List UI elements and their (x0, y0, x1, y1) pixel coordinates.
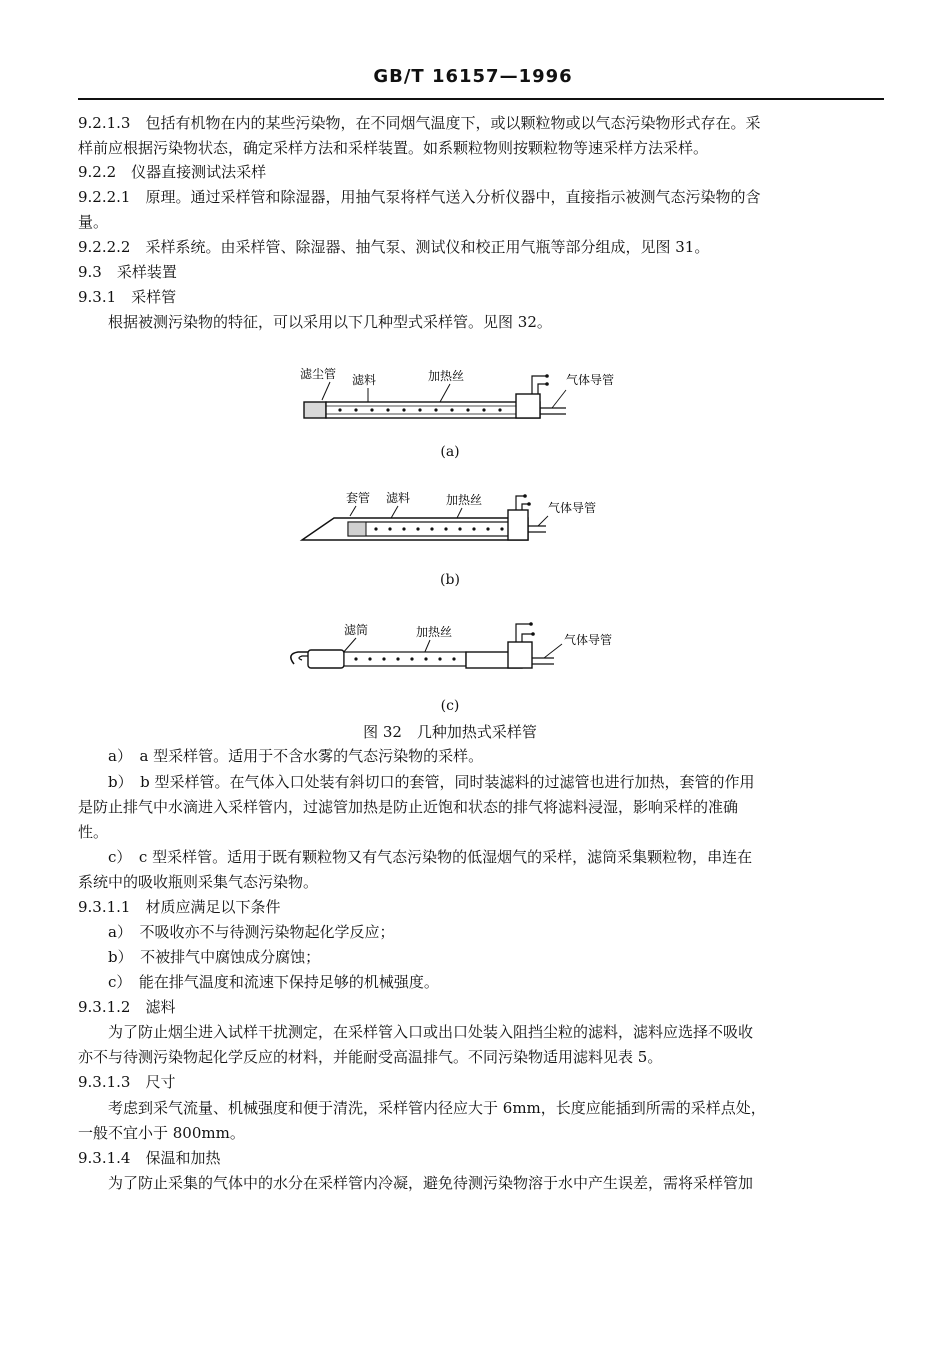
list-item: a） a 型采样管。适用于不含水雾的气态污染物的采样。 (108, 747, 484, 765)
list-item: a） 不吸收亦不与待测污染物起化学反应； (108, 923, 395, 941)
list-item: c） 能在排气温度和流速下保持足够的机械强度。 (108, 973, 439, 991)
section-heading: 9.3.1.1 材质应满足以下条件 (78, 898, 281, 916)
text-line: 根据被测污染物的特征，可以采用以下几种型式采样管。见图 32。 (108, 313, 552, 331)
figure-b-diagram (290, 488, 630, 550)
list-item: b） 不被排气中腐蚀成分腐蚀； (108, 948, 321, 966)
text-line: 系统中的吸收瓶则采集气态污染物。 (78, 873, 319, 891)
section-heading: 9.2.2 仪器直接测试法采样 (78, 163, 267, 181)
label-gas-conduit: 气体导管 (548, 501, 597, 515)
label-sleeve: 套管 (346, 491, 371, 505)
figure-title: 图 32 几种加热式采样管 (363, 723, 537, 741)
header-rule (78, 98, 884, 100)
text-line: 为了防止烟尘进入试样干扰测定，在采样管入口或出口处装入阻挡尘粒的滤料，滤料应选择不吸收 (108, 1023, 754, 1041)
figure-a-caption: (a) (440, 444, 460, 460)
label-dust-filter-tube: 滤尘管 (300, 367, 337, 381)
figure-b-caption: (b) (440, 572, 460, 588)
list-item: b） b 型采样管。在气体入口处装有斜切口的套管，同时装滤料的过滤管也进行加热，套管的作用 (108, 773, 755, 791)
text-line: 为了防止采集的气体中的水分在采样管内冷凝，避免待测污染物溶于水中产生误差，需将采样管加 (108, 1174, 754, 1192)
label-gas-conduit: 气体导管 (564, 633, 613, 647)
text-line: 9.2.1.3 包括有机物在内的某些污染物，在不同烟气温度下，或以颗粒物或以气态污染物形式存在。采 (78, 114, 761, 132)
text-line: 亦不与待测污染物起化学反应的材料，并能耐受高温排气。不同污染物适用滤料见表 5。 (78, 1048, 663, 1066)
section-heading: 9.3.1.3 尺寸 (78, 1073, 176, 1091)
figure-c-caption: (c) (440, 698, 460, 714)
text-line: 一般不宜小于 800mm。 (78, 1124, 245, 1142)
label-heating-wire: 加热丝 (416, 625, 453, 639)
text-line: 量。 (78, 213, 109, 231)
text-line: 样前应根据污染物状态，确定采样方法和采样装置。如系颗粒物则按颗粒物等速采样方法采样。 (78, 139, 709, 157)
text-line: 性。 (78, 823, 109, 841)
text-line: 是防止排气中水滴进入采样管内，过滤管加热是防止近饱和状态的排气将滤料浸湿，影响采样的准确 (78, 798, 739, 816)
section-heading: 9.3.1 采样管 (78, 288, 177, 306)
label-gas-conduit: 气体导管 (566, 373, 615, 387)
standard-code-header: GB/T 16157—1996 (373, 66, 573, 87)
label-heating-wire: 加热丝 (428, 369, 465, 383)
label-filter-material: 滤料 (352, 373, 377, 387)
figure-a-diagram (290, 362, 630, 432)
text-line: 9.2.2.2 采样系统。由采样管、除湿器、抽气泵、测试仪和校正用气瓶等部分组成，见图 31。 (78, 238, 710, 256)
label-heating-wire: 加热丝 (446, 493, 483, 507)
figure-c-diagram (280, 618, 630, 680)
section-heading: 9.3 采样装置 (78, 263, 177, 281)
label-filter-thimble: 滤筒 (344, 623, 369, 637)
list-item: c） c 型采样管。适用于既有颗粒物又有气态污染物的低湿烟气的采样，滤筒采集颗粒物，串连在 (108, 848, 753, 866)
label-filter-material: 滤料 (386, 491, 411, 505)
text-line: 9.2.2.1 原理。通过采样管和除湿器，用抽气泵将样气送入分析仪器中，直接指示被测气态污染物的含 (78, 188, 761, 206)
text-line: 考虑到采气流量、机械强度和便于清洗，采样管内径应大于 6mm，长度应能插到所需的采样点处， (108, 1099, 766, 1117)
section-heading: 9.3.1.2 滤料 (78, 998, 176, 1016)
section-heading: 9.3.1.4 保温和加热 (78, 1149, 221, 1167)
